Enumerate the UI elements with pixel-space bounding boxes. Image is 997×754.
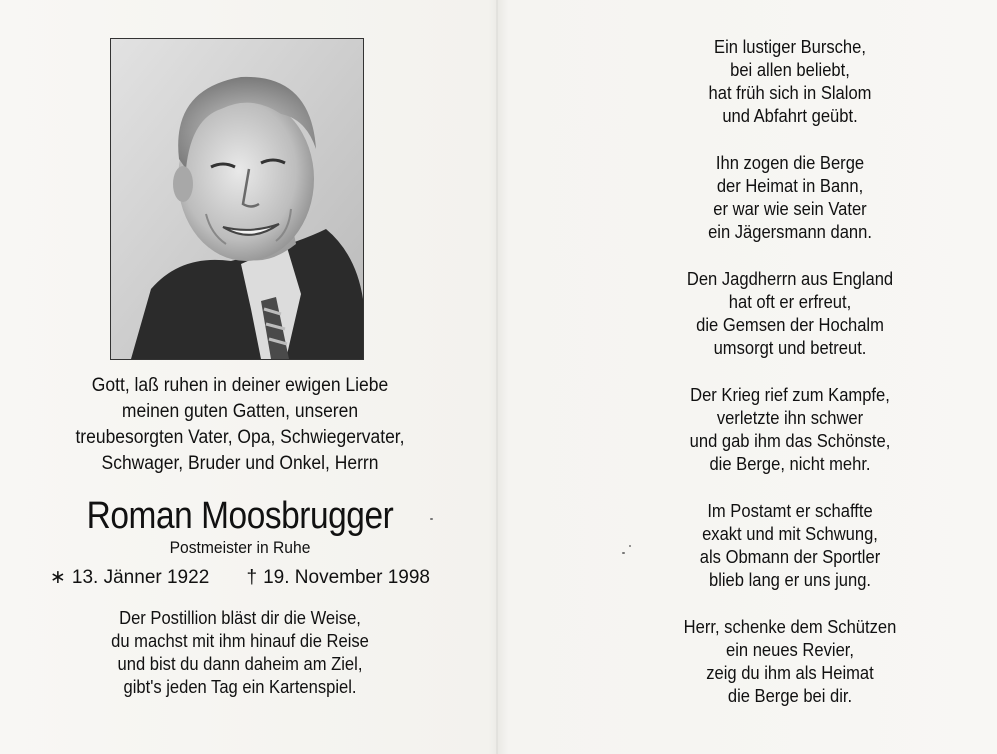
poem-line: die Berge bei dir. (727, 686, 853, 706)
poem-stanza-1 (652, 36, 928, 128)
death-cross-icon: † (246, 567, 258, 588)
dedication-text (38, 373, 443, 477)
poem-line: gibt's jeden Tag ein Kartenspiel. (123, 677, 357, 697)
poem-line: Ihn zogen die Berge (715, 153, 865, 173)
poem-line: und bist du dann daheim am Ziel, (117, 654, 363, 674)
card-fold (496, 0, 498, 754)
dedication-line: treubesorgten Vater, Opa, Schwiegervater, (75, 427, 405, 448)
print-speck (430, 518, 433, 520)
poem-line: bei allen beliebt, (730, 60, 850, 80)
poem-line: als Obmann der Sportler (699, 547, 881, 567)
poem-line: du machst mit ihm hinauf die Reise (111, 631, 369, 651)
left-poem (38, 607, 443, 699)
poem-line: exakt und mit Schwung, (702, 524, 878, 544)
left-panel (0, 0, 480, 754)
poem-stanza-2 (652, 152, 928, 244)
deceased-name: Roman Moosbrugger (86, 495, 394, 537)
poem-line: umsorgt und betreut. (713, 338, 867, 358)
death-date (247, 566, 430, 590)
poem-line: ein Jägersmann dann. (708, 222, 872, 242)
poem-line: die Berge, nicht mehr. (709, 454, 871, 474)
poem-line: und Abfahrt geübt. (722, 106, 858, 126)
death-date-text: 19. November 1998 (263, 567, 430, 588)
right-panel-poem (640, 36, 940, 732)
poem-line: verletzte ihn schwer (716, 408, 864, 428)
dedication-line: meinen guten Gatten, unseren (121, 401, 359, 422)
life-dates (50, 566, 430, 590)
poem-line: Ein lustiger Bursche, (714, 37, 866, 57)
birth-date (50, 566, 209, 590)
poem-line: ein neues Revier, (726, 640, 854, 660)
poem-line: und gab ihm das Schönste, (689, 431, 891, 451)
dedication-line: Schwager, Bruder und Onkel, Herrn (101, 453, 379, 474)
poem-line: Der Postillion bläst dir die Weise, (119, 608, 361, 628)
print-speck (629, 545, 631, 547)
deceased-occupation: Postmeister in Ruhe (169, 538, 311, 557)
poem-line: hat früh sich in Slalom (708, 83, 872, 103)
poem-stanza-6 (652, 616, 928, 708)
poem-stanza-5 (652, 500, 928, 592)
poem-line: zeig du ihm als Heimat (706, 663, 874, 683)
birth-star-icon: ∗ (50, 567, 66, 588)
print-speck (622, 552, 625, 554)
poem-line: die Gemsen der Hochalm (696, 315, 884, 335)
poem-line: hat oft er erfreut, (728, 292, 852, 312)
poem-line: der Heimat in Bann, (716, 176, 864, 196)
poem-line: Im Postamt er schaffte (707, 501, 873, 521)
poem-line: blieb lang er uns jung. (708, 570, 872, 590)
poem-line: Herr, schenke dem Schützen (683, 617, 897, 637)
dedication-line: Gott, laß ruhen in deiner ewigen Liebe (91, 375, 389, 396)
poem-line: er war wie sein Vater (713, 199, 867, 219)
portrait-photo (110, 38, 364, 360)
birth-date-text: 13. Jänner 1922 (71, 567, 210, 588)
poem-stanza-3 (652, 268, 928, 360)
poem-line: Den Jagdherrn aus England (686, 269, 894, 289)
poem-line: Der Krieg rief zum Kampfe, (690, 385, 890, 405)
poem-stanza-4 (652, 384, 928, 476)
